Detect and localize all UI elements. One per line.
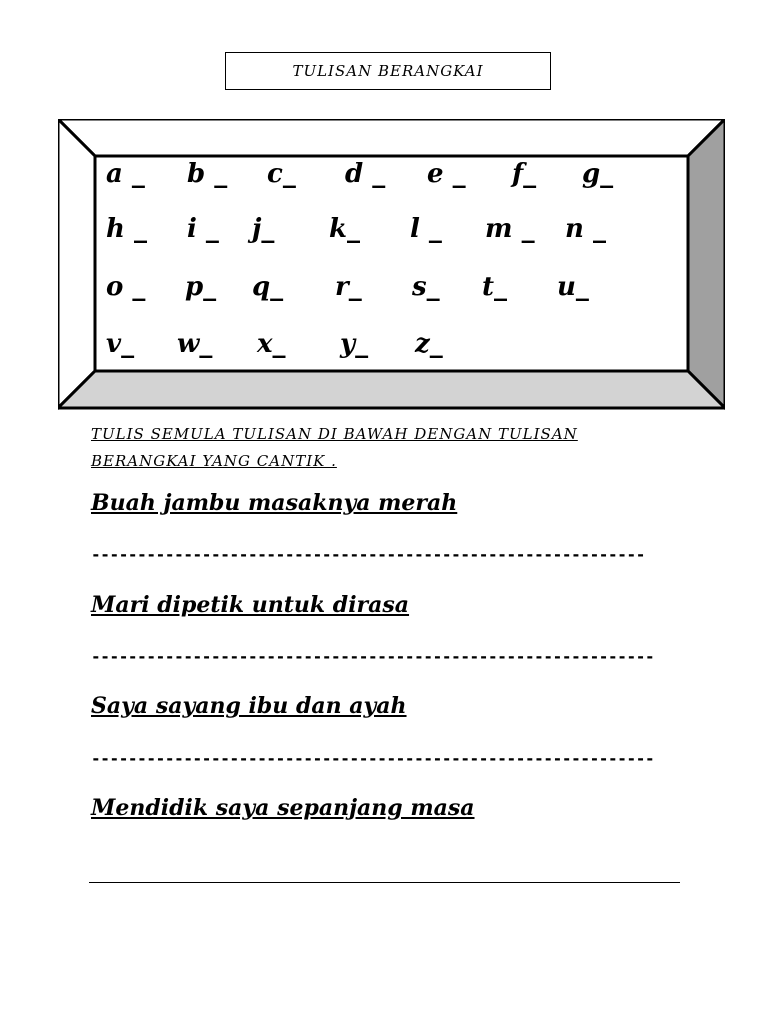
letter-k: k_ — [329, 214, 361, 244]
letter-b: b _ — [187, 159, 228, 189]
dash-line-3: ------------------------------------------------------------- — [91, 749, 655, 768]
worksheet-title: TULISAN BERANGKAI — [225, 52, 551, 90]
letter-h: h _ — [106, 214, 147, 244]
alphabet-grid — [97, 157, 687, 371]
writing-line — [89, 882, 680, 883]
letter-y: y_ — [340, 329, 369, 359]
sentence-4: Mendidik saya sepanjang masa — [91, 795, 475, 821]
letter-s: s_ — [412, 272, 440, 302]
letter-x: x_ — [257, 329, 286, 359]
dash-line-2: ------------------------------------------------------------- — [91, 647, 655, 666]
sentence-1: Buah jambu masaknya merah — [91, 490, 458, 516]
letter-r: r_ — [335, 272, 362, 302]
instruction-line-1: TULIS SEMULA TULISAN DI BAWAH DENGAN TULISAN — [91, 425, 578, 443]
letter-i: i _ — [187, 214, 219, 244]
letter-e: e _ — [427, 159, 466, 189]
letter-u: u_ — [557, 272, 589, 302]
letter-o: o _ — [106, 272, 146, 302]
letter-j: j_ — [252, 214, 275, 244]
letter-m: m _ — [485, 214, 535, 244]
letter-n: n _ — [565, 214, 606, 244]
letter-f: f_ — [512, 159, 537, 189]
letter-p: p_ — [185, 272, 217, 302]
letter-w: w_ — [177, 329, 213, 359]
letter-q: q_ — [252, 272, 284, 302]
letter-d: d _ — [345, 159, 386, 189]
sentence-2: Mari dipetik untuk dirasa — [91, 592, 410, 618]
instruction-line-2: BERANGKAI YANG CANTIK . — [91, 452, 337, 470]
instruction-text — [91, 421, 691, 475]
letter-z: z_ — [415, 329, 443, 359]
letter-c: c_ — [267, 159, 296, 189]
letter-a: a _ — [106, 159, 145, 189]
letter-t: t_ — [482, 272, 508, 302]
letter-g: g_ — [582, 159, 614, 189]
dash-line-1: ------------------------------------------------------------ — [91, 545, 645, 564]
letter-v: v_ — [106, 329, 135, 359]
letter-l: l _ — [410, 214, 442, 244]
sentence-3: Saya sayang ibu dan ayah — [91, 693, 407, 719]
